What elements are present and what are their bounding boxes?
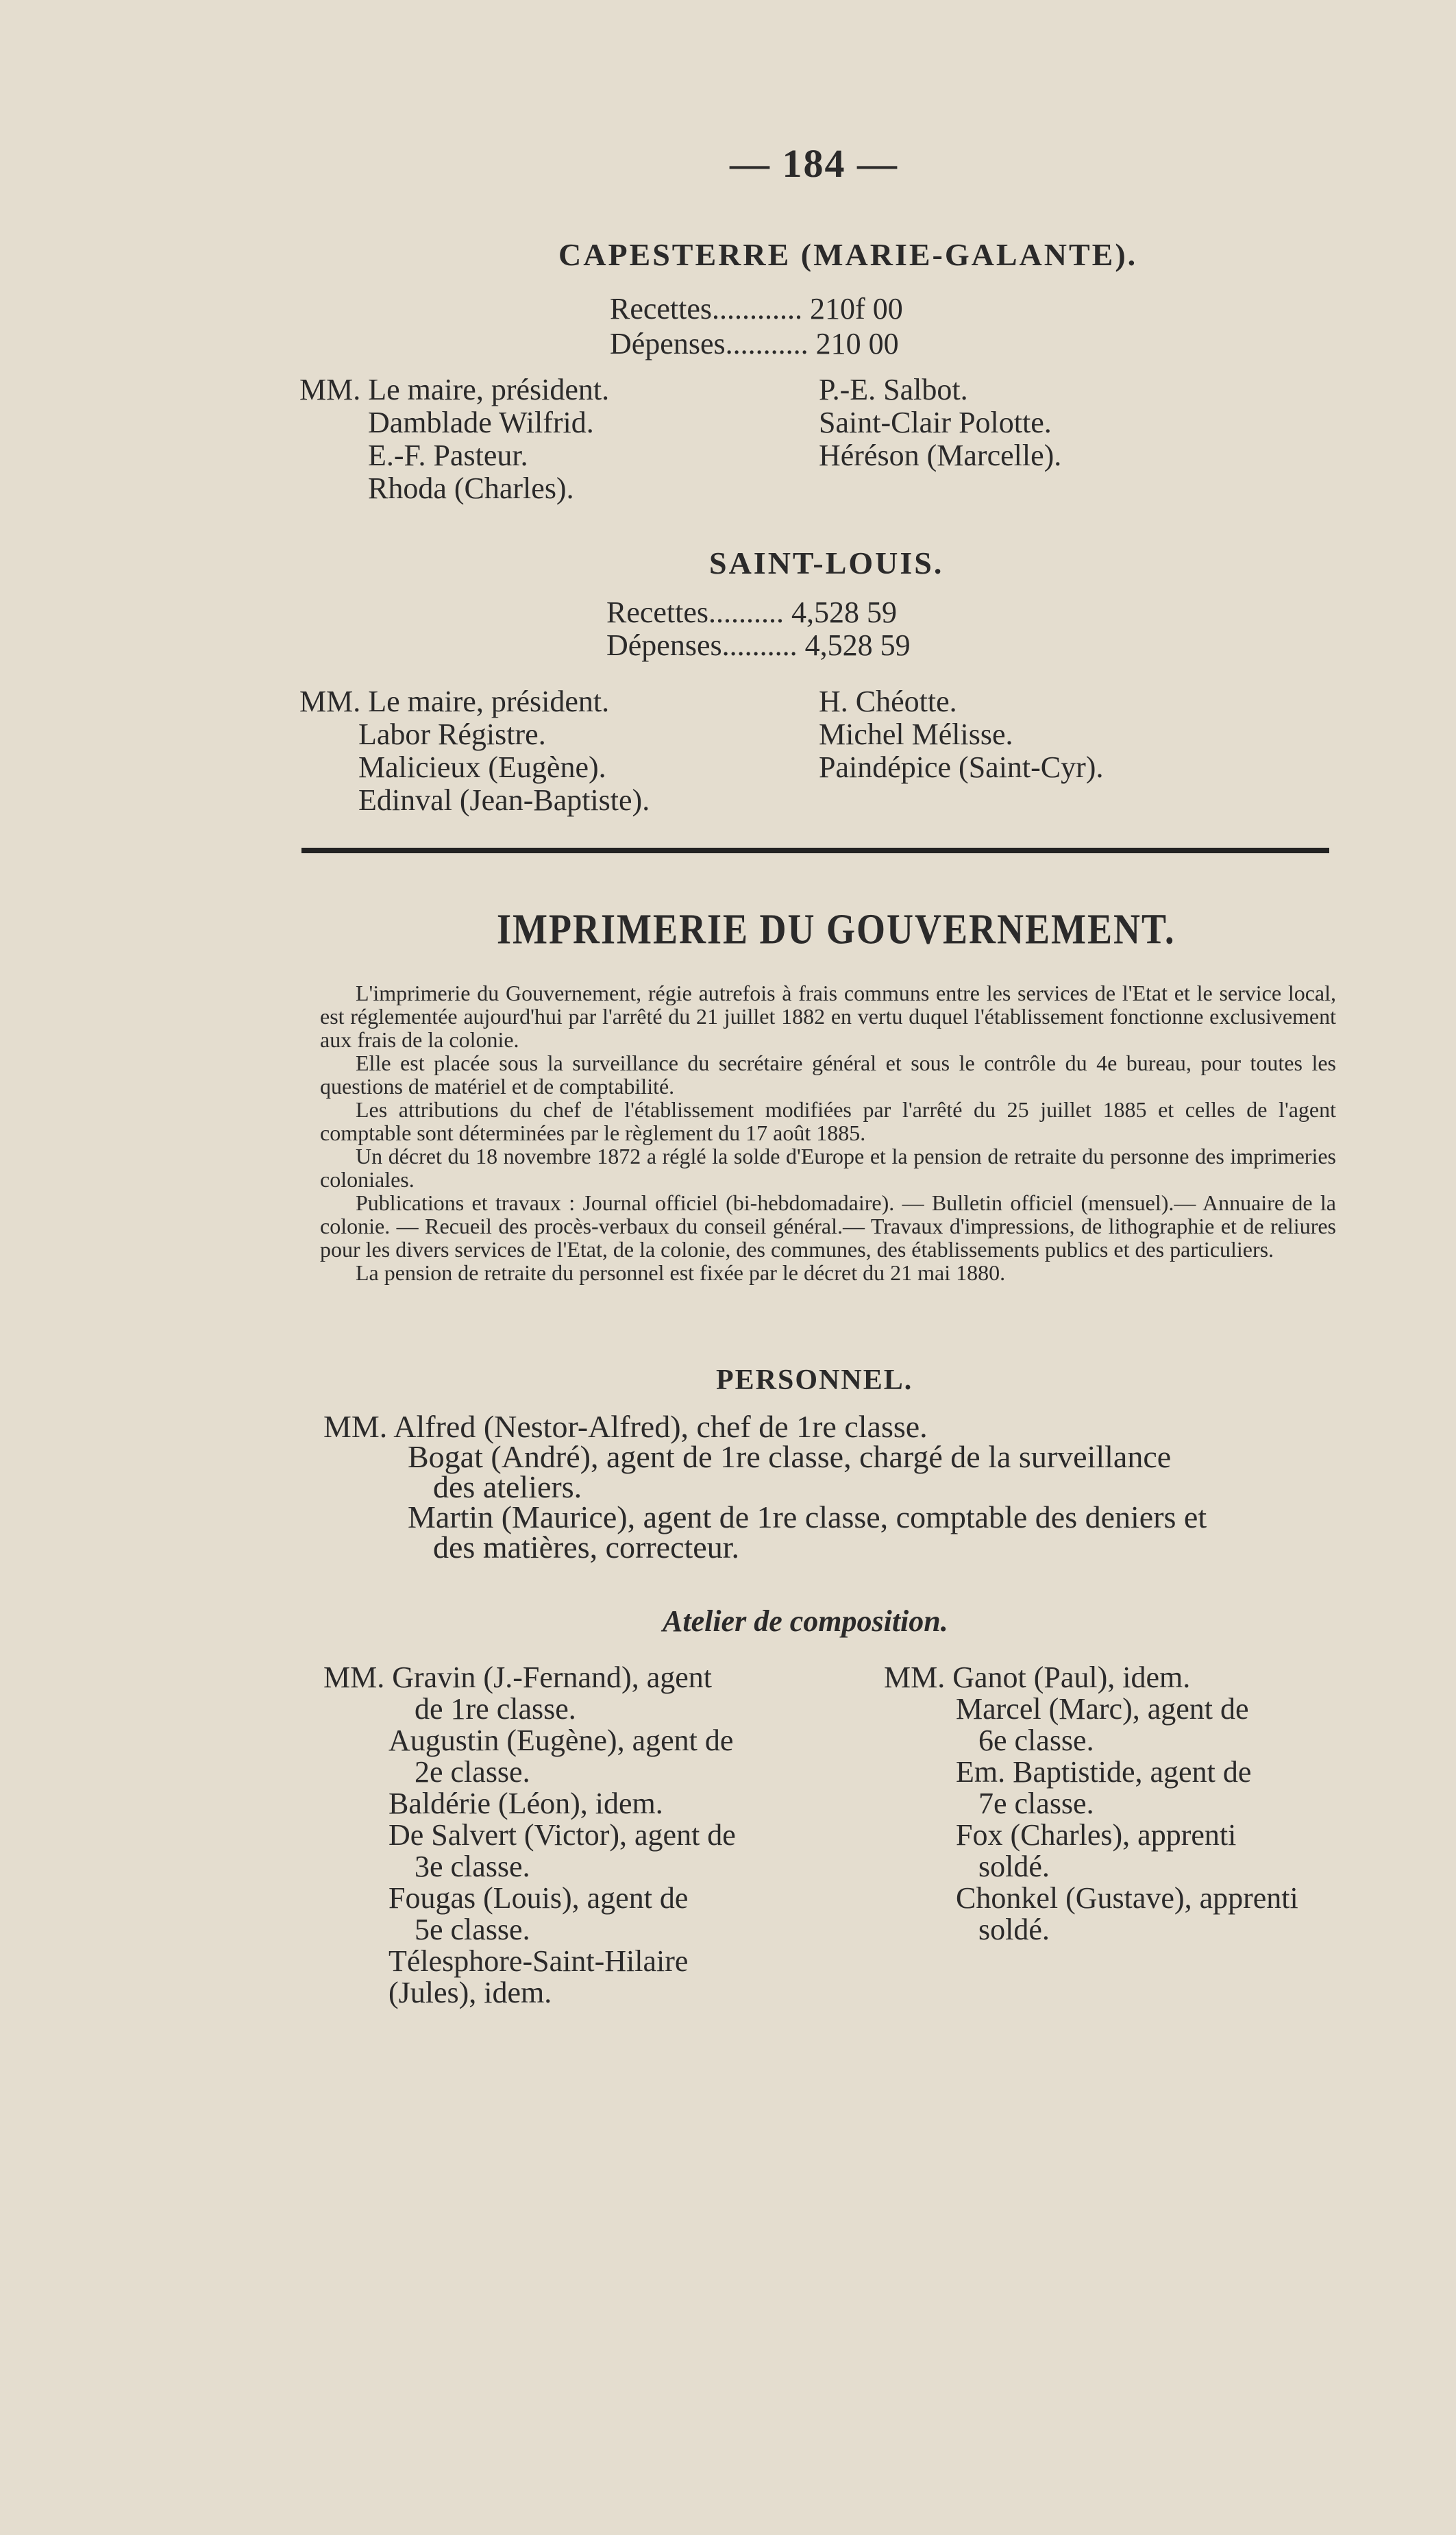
page-number: — 184 — xyxy=(730,141,898,186)
atelier-line: MM. Gravin (J.-Fernand), agent xyxy=(323,1661,712,1694)
personnel-line: Martin (Maurice), agent de 1re classe, comptable des deniers et xyxy=(408,1499,1207,1534)
member-line: Michel Mélisse. xyxy=(819,718,1013,751)
paragraph: La pension de retraite du personnel est fixée par le décret du 21 mai 1880. xyxy=(356,1260,1006,1285)
atelier-line: 3e classe. xyxy=(415,1850,530,1883)
personnel-line: Bogat (André), agent de 1re classe, chargé de la surveillance xyxy=(408,1439,1172,1474)
member-line: H. Chéotte. xyxy=(819,685,957,718)
atelier-line: soldé. xyxy=(978,1850,1050,1883)
member-line: Paindépice (Saint-Cyr). xyxy=(819,750,1104,784)
paragraph: Un décret du 18 novembre 1872 a réglé la solde d'Europe et la pension de retraite du personne des imprimeries coloniales. xyxy=(320,1144,1336,1192)
atelier-line: soldé. xyxy=(978,1913,1050,1946)
subsection-title-atelier: Atelier de composition. xyxy=(663,1604,948,1638)
atelier-line: De Salvert (Victor), agent de xyxy=(388,1818,736,1852)
saint-louis-depenses: Dépenses.......... 4,528 59 xyxy=(606,628,911,662)
atelier-line: Fougas (Louis), agent de xyxy=(388,1881,689,1915)
member-line: Malicieux (Eugène). xyxy=(358,750,606,784)
paragraph: L'imprimerie du Gouvernement, régie autrefois à frais communs entre les services de l'Etat et le service local, est réglementée aujourd'hui par l'arrêté du 21 juillet 1882 en vertu duquel l'établissement fonctionne exclusivement aux frais de la colonie. xyxy=(320,981,1336,1052)
atelier-line: Baldérie (Léon), idem. xyxy=(388,1787,663,1820)
saint-louis-members-right xyxy=(819,685,1103,784)
atelier-line: 6e classe. xyxy=(978,1724,1094,1757)
atelier-line: Marcel (Marc), agent de xyxy=(956,1692,1249,1726)
separator-rule xyxy=(301,848,1329,853)
saint-louis-recettes: Recettes.......... 4,528 59 xyxy=(606,596,898,629)
atelier-list-right xyxy=(884,1662,1298,1946)
paragraph: Elle est placée sous la surveillance du secrétaire général et sous le contrôle du 4e bureau, pour toutes les questions de matériel et de comptabilité. xyxy=(320,1051,1336,1099)
member-line: E.-F. Pasteur. xyxy=(368,439,528,472)
atelier-line: de 1re classe. xyxy=(415,1692,576,1726)
member-line: Saint-Clair Polotte. xyxy=(819,406,1052,439)
section-title-saint-louis: SAINT-LOUIS. xyxy=(709,546,944,580)
personnel-line: MM. Alfred (Nestor-Alfred), chef de 1re classe. xyxy=(323,1409,928,1444)
member-line: Héréson (Marcelle). xyxy=(819,439,1062,472)
member-line: Labor Régistre. xyxy=(358,718,546,751)
member-line: P.-E. Salbot. xyxy=(819,373,968,406)
paragraph: Les attributions du chef de l'établissement modifiées par l'arrêté du 25 juillet 1885 et celles de l'agent comptable sont déterminées par le règlement du 17 août 1885. xyxy=(320,1097,1336,1145)
capesterre-recettes: Recettes............ 210f 00 xyxy=(610,292,903,326)
capesterre-members-left xyxy=(299,373,609,505)
member-line: Damblade Wilfrid. xyxy=(368,406,594,439)
section-title-personnel: PERSONNEL. xyxy=(716,1364,913,1396)
section-title-capesterre: CAPESTERRE (MARIE-GALANTE). xyxy=(558,237,1138,272)
imprimerie-text xyxy=(320,981,1336,1284)
capesterre-depenses: Dépenses........... 210 00 xyxy=(610,327,899,360)
section-title-imprimerie: IMPRIMERIE DU GOUVERNEMENT. xyxy=(497,905,1176,953)
saint-louis-members-left xyxy=(299,685,650,817)
atelier-line: Fox (Charles), apprenti xyxy=(956,1818,1237,1852)
atelier-line: MM. Ganot (Paul), idem. xyxy=(884,1661,1191,1694)
atelier-line: 5e classe. xyxy=(415,1913,530,1946)
atelier-line: (Jules), idem. xyxy=(388,1976,552,2009)
member-line: Rhoda (Charles). xyxy=(368,472,574,505)
capesterre-members-right xyxy=(819,373,1061,472)
paragraph: Publications et travaux : Journal officiel (bi-hebdomadaire). — Bulletin officiel (mensuel).— Annuaire de la colonie. — Recueil des procès-verbaux du conseil général.— Travaux d'impressions, de lithographie et de reliures pour les divers services de l'Etat, de la colonie, des communes, des établissements publics et des particuliers. xyxy=(320,1190,1336,1262)
atelier-line: Télesphore-Saint-Hilaire xyxy=(388,1944,689,1978)
atelier-line: 7e classe. xyxy=(978,1787,1094,1820)
atelier-line: Chonkel (Gustave), apprenti xyxy=(956,1881,1298,1915)
personnel-line: des ateliers. xyxy=(433,1469,582,1504)
member-line: MM. Le maire, président. xyxy=(299,373,610,406)
personnel-line: des matières, correcteur. xyxy=(433,1530,739,1565)
atelier-line: 2e classe. xyxy=(415,1755,530,1789)
atelier-list-left xyxy=(323,1662,736,2009)
personnel-list xyxy=(323,1409,1207,1565)
atelier-line: Augustin (Eugène), agent de xyxy=(388,1724,734,1757)
member-line: MM. Le maire, président. xyxy=(299,685,610,718)
member-line: Edinval (Jean-Baptiste). xyxy=(358,783,650,817)
atelier-line: Em. Baptistide, agent de xyxy=(956,1755,1252,1789)
